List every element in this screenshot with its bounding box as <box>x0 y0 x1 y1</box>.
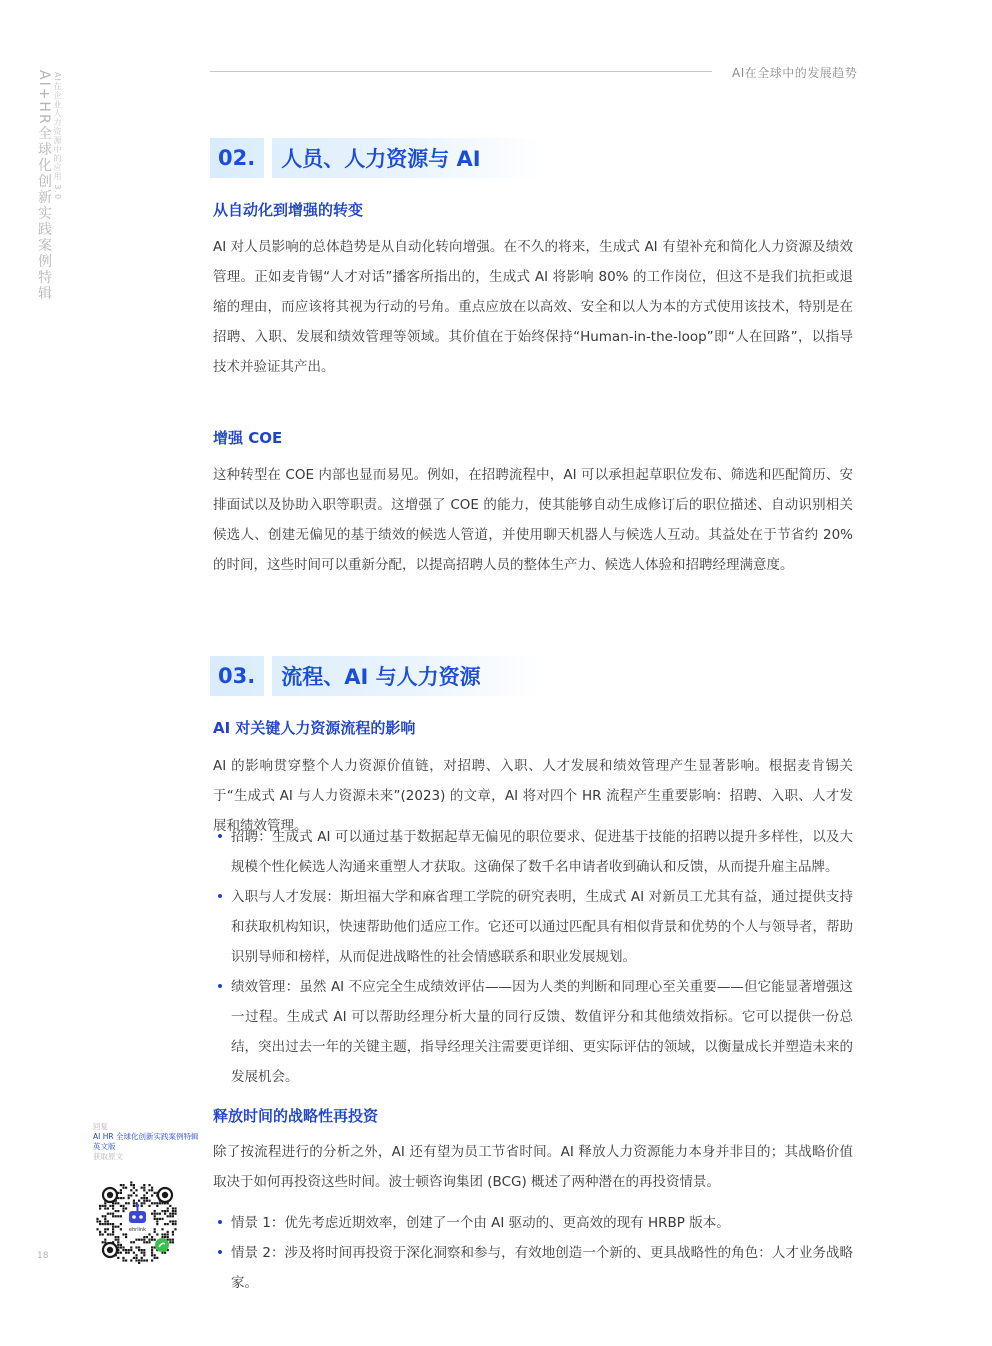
qr-caption <box>93 1122 203 1162</box>
section-title: 流程、AI 与人力资源 <box>281 665 481 689</box>
list-item-text: 招聘：生成式 AI 可以通过基于数据起草无偏见的职位要求、促进基于技能的招聘以提升多样性，以及大规模个性化候选人沟通来重塑人才获取。这确保了数千名申请者收到确认和反馈，从而提升雇主品牌。 <box>231 829 853 875</box>
running-header-title: AI在全球中的发展趋势 <box>732 66 858 80</box>
section-number: 03. <box>218 664 256 688</box>
side-vertical-title: AI+HR全球化创新实践案例特辑 <box>36 70 52 302</box>
header-divider <box>210 71 712 72</box>
list-item-scenario-2 <box>213 1238 853 1298</box>
list-item-text: 情景 2：涉及将时间再投资于深化洞察和参与，有效地创造一个新的、更具战略性的角色：人才业务战略家。 <box>231 1245 853 1291</box>
subheading-ai-impact-hr-processes: AI 对关键人力资源流程的影响 <box>213 719 416 737</box>
page-number: 18 <box>37 1251 49 1261</box>
robot-icon <box>129 1204 146 1223</box>
subheading-augment-coe: 增强 COE <box>213 429 283 447</box>
bullet-dot <box>218 834 222 838</box>
qr-code[interactable] <box>96 1181 179 1264</box>
list-item-text: 情景 1：优先考虑近期效率，创建了一个由 AI 驱动的、更高效的现有 HRBP 版本。 <box>231 1215 730 1231</box>
bullet-dot <box>218 984 222 988</box>
bullet-dot <box>218 894 222 898</box>
list-item-scenario-1 <box>213 1208 853 1238</box>
paragraph-ai-impact: AI 的影响贯穿整个人力资源价值链，对招聘、入职、人才发展和绩效管理产生显著影响。根据麦肯锡关于“生成式 AI 与人力资源未来”(2023) 的文章，AI 将对四个 HR 流程产生重要影响：招聘、入职、人才发展和绩效管理。 <box>213 758 853 834</box>
bullet-dot <box>218 1250 222 1254</box>
qr-caption-top: 回复 <box>93 1122 108 1131</box>
list-item-recruiting <box>213 822 853 882</box>
subheading-automation-to-augmentation: 从自动化到增强的转变 <box>213 201 364 219</box>
qr-logo-text: ehrlink <box>128 1227 147 1233</box>
subheading-strategic-reinvestment: 释放时间的战略性再投资 <box>213 1107 379 1125</box>
wechat-mini-program-icon <box>155 1238 169 1252</box>
paragraph-automation: AI 对人员影响的总体趋势是从自动化转向增强。在不久的将来，生成式 AI 有望补充和简化人力资源及绩效管理。正如麦肯锡“人才对话”播客所指出的，生成式 AI 将影响 80% 的工作岗位，但这不是我们抗拒或退缩的理由，而应该将其视为行动的号角。重点应放在以高效、安全和以人为本的方式使用该技术，特别是在招聘、入职、发展和绩效管理等领域。其价值在于始终保持“Human-in-the-loop”即“人在回路”，以指导技术并验证其产出。 <box>213 239 853 375</box>
section-heading-02 <box>210 138 545 178</box>
qr-caption-main: AI HR 全球化创新实践案例特辑英文版 <box>93 1132 199 1151</box>
paragraph-reinvestment: 除了按流程进行的分析之外，AI 还有望为员工节省时间。AI 释放人力资源能力本身并非目的；其战略价值取决于如何再投资这些时间。波士顿咨询集团 (BCG) 概述了两种潜在的再投资情景。 <box>213 1144 853 1190</box>
section-title: 人员、人力资源与 AI <box>281 147 481 171</box>
list-item-text: 入职与人才发展：斯坦福大学和麻省理工学院的研究表明，生成式 AI 对新员工尤其有益，通过提供支持和获取机构知识，快速帮助他们适应工作。它还可以通过匹配具有相似背景和优势的个人与领导者，帮助识别导师和榜样，从而促进战略性的社会情感联系和职业发展规划。 <box>231 889 853 965</box>
paragraph-coe: 这种转型在 COE 内部也显而易见。例如，在招聘流程中，AI 可以承担起草职位发布、筛选和匹配简历、安排面试以及协助入职等职责。这增强了 COE 的能力，使其能够自动生成修订后的职位描述、自动识别相关候选人、创建无偏见的基于绩效的候选人管道，并使用聊天机器人与候选人互动。其益处在于节省约 20% 的时间，这些时间可以重新分配，以提高招聘人员的整体生产力、候选人体验和招聘经理满意度。 <box>213 467 853 573</box>
qr-caption-bottom: 获取原文 <box>93 1152 123 1161</box>
heading-gap <box>264 138 272 178</box>
heading-gap <box>264 656 272 696</box>
list-item-performance <box>213 972 853 1092</box>
side-vertical-subtitle: AI在企业人力资源中的应用 3.0 <box>53 72 62 201</box>
list-item-text: 绩效管理：虽然 AI 不应完全生成绩效评估——因为人类的判断和同理心至关重要——但它能显著增强这一过程。生成式 AI 可以帮助经理分析大量的同行反馈、数值评分和其他绩效指标。它可以提供一份总结，突出过去一年的关键主题，指导经理关注需要更详细、更实际评估的领域，以衡量成长并塑造未来的发展机会。 <box>231 979 853 1085</box>
section-number: 02. <box>218 146 256 170</box>
list-item-onboarding <box>213 882 853 972</box>
section-heading-03 <box>210 656 545 696</box>
bullet-dot <box>218 1220 222 1224</box>
